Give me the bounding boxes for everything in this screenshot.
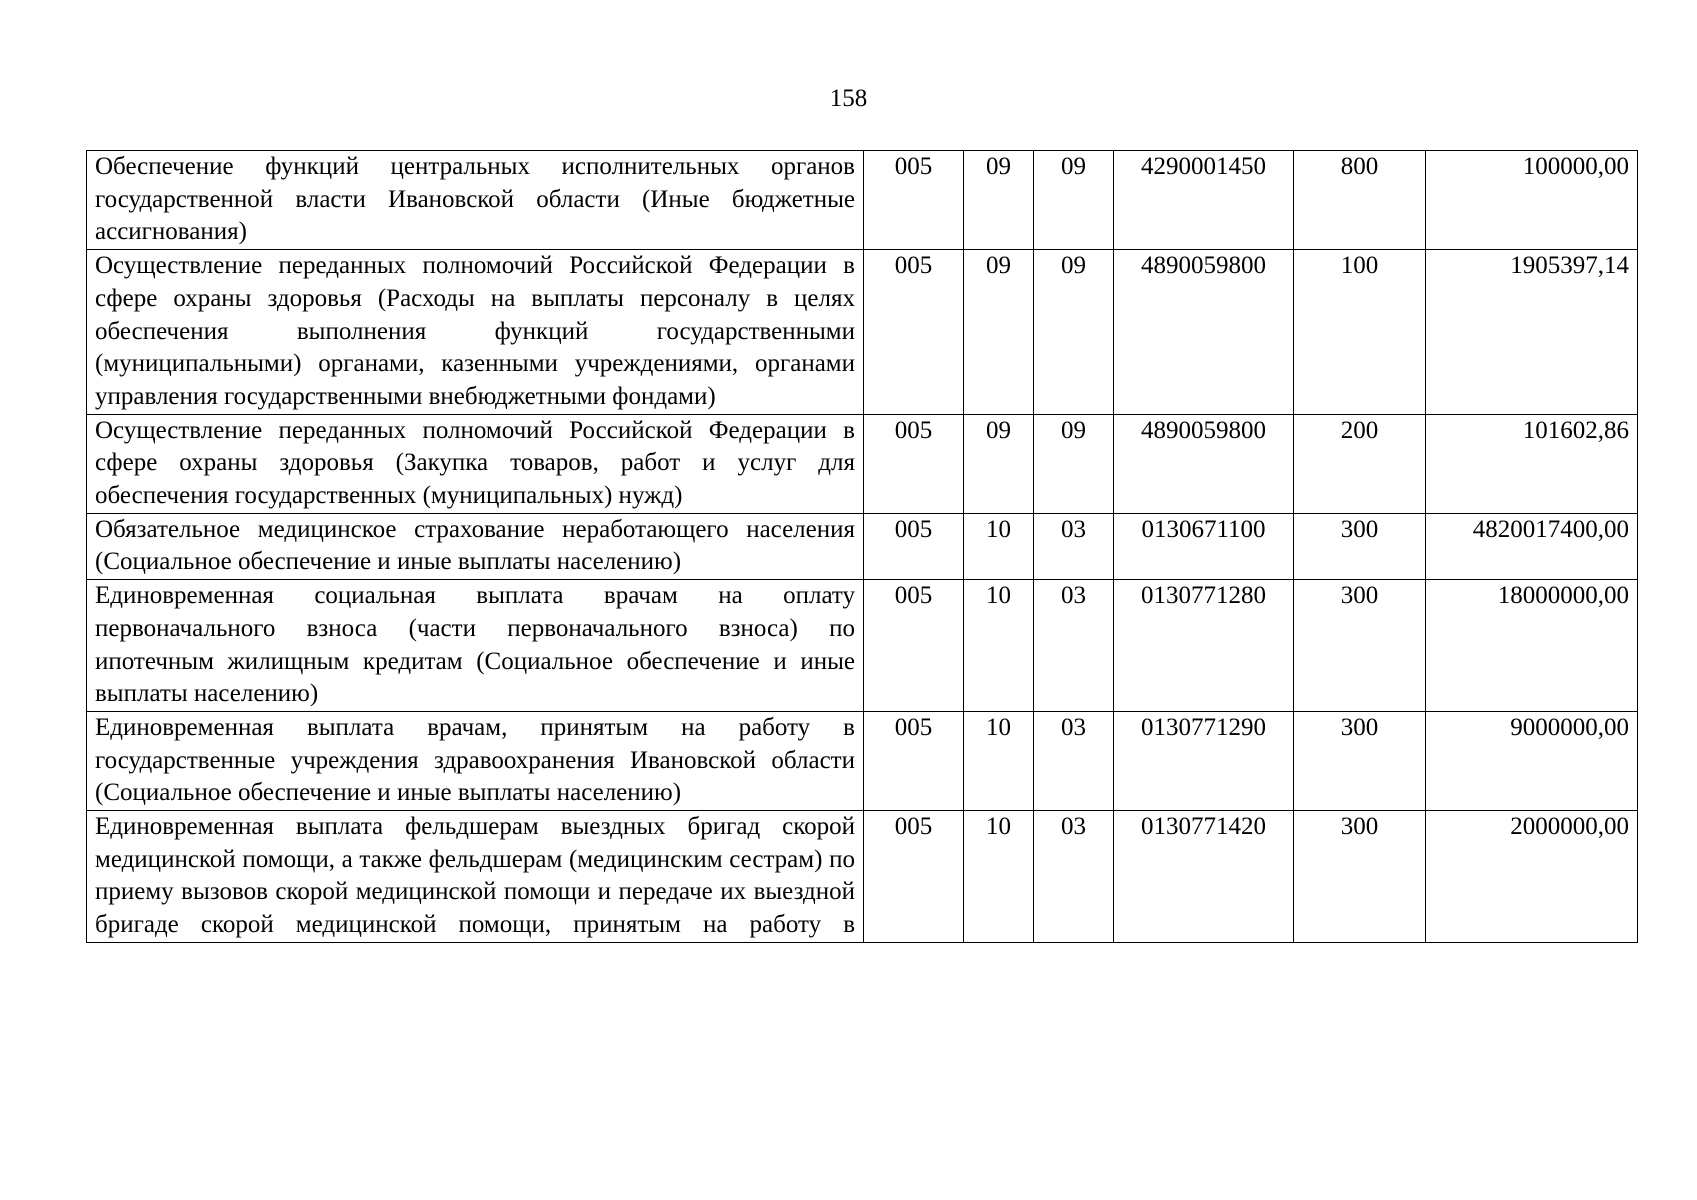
amount-value: 100000,00 xyxy=(1426,151,1638,250)
ministry-code: 005 xyxy=(864,580,964,712)
section-code: 10 xyxy=(964,513,1034,579)
expense-type-code: 300 xyxy=(1294,711,1426,810)
row-description: Единовременная социальная выплата врачам на оплату первоначального взноса (части первоначального взноса) по ипотечным жилищным кредитам (Социальное обеспечение и иные выплаты населению) xyxy=(87,580,864,712)
target-article-code: 0130771420 xyxy=(1114,811,1294,943)
target-article-code: 4890059800 xyxy=(1114,250,1294,415)
table-row xyxy=(87,513,1638,579)
table-row xyxy=(87,151,1638,250)
budget-table xyxy=(86,150,1638,943)
ministry-code: 005 xyxy=(864,414,964,513)
table-row xyxy=(87,414,1638,513)
ministry-code: 005 xyxy=(864,250,964,415)
subsection-code: 09 xyxy=(1034,250,1114,415)
section-code: 10 xyxy=(964,711,1034,810)
expense-type-code: 200 xyxy=(1294,414,1426,513)
expense-type-code: 800 xyxy=(1294,151,1426,250)
subsection-code: 09 xyxy=(1034,414,1114,513)
row-description: Обеспечение функций центральных исполнительных органов государственной власти Ивановской области (Иные бюджетные ассигнования) xyxy=(87,151,864,250)
ministry-code: 005 xyxy=(864,513,964,579)
ministry-code: 005 xyxy=(864,811,964,943)
amount-value: 9000000,00 xyxy=(1426,711,1638,810)
section-code: 09 xyxy=(964,151,1034,250)
section-code: 10 xyxy=(964,811,1034,943)
amount-value: 18000000,00 xyxy=(1426,580,1638,712)
table-row xyxy=(87,711,1638,810)
section-code: 09 xyxy=(964,250,1034,415)
ministry-code: 005 xyxy=(864,711,964,810)
target-article-code: 4890059800 xyxy=(1114,414,1294,513)
subsection-code: 09 xyxy=(1034,151,1114,250)
target-article-code: 0130771280 xyxy=(1114,580,1294,712)
table-row xyxy=(87,811,1638,943)
section-code: 09 xyxy=(964,414,1034,513)
page-number: 158 xyxy=(829,85,868,112)
amount-value: 4820017400,00 xyxy=(1426,513,1638,579)
target-article-code: 4290001450 xyxy=(1114,151,1294,250)
subsection-code: 03 xyxy=(1034,513,1114,579)
row-description: Осуществление переданных полномочий Российской Федерации в сфере охраны здоровья (Закупка товаров, работ и услуг для обеспечения государственных (муниципальных) нужд) xyxy=(87,414,864,513)
target-article-code: 0130771290 xyxy=(1114,711,1294,810)
row-description: Единовременная выплата фельдшерам выездных бригад скорой медицинской помощи, а также фельдшерам (медицинским сестрам) по приему вызовов скорой медицинской помощи и передаче их выездной бригаде скорой медицинской помощи, принятым на работу в xyxy=(87,811,864,943)
target-article-code: 0130671100 xyxy=(1114,513,1294,579)
expense-type-code: 300 xyxy=(1294,811,1426,943)
expense-type-code: 100 xyxy=(1294,250,1426,415)
subsection-code: 03 xyxy=(1034,711,1114,810)
table-row xyxy=(87,580,1638,712)
table-row xyxy=(87,250,1638,415)
amount-value: 1905397,14 xyxy=(1426,250,1638,415)
row-description: Единовременная выплата врачам, принятым на работу в государственные учреждения здравоохранения Ивановской области (Социальное обеспечение и иные выплаты населению) xyxy=(87,711,864,810)
section-code: 10 xyxy=(964,580,1034,712)
expense-type-code: 300 xyxy=(1294,580,1426,712)
subsection-code: 03 xyxy=(1034,580,1114,712)
expense-type-code: 300 xyxy=(1294,513,1426,579)
ministry-code: 005 xyxy=(864,151,964,250)
row-description: Осуществление переданных полномочий Российской Федерации в сфере охраны здоровья (Расходы на выплаты персоналу в целях обеспечения выполнения функций государственными (муниципальными) органами, казенными учреждениями, органами управления государственными внебюджетными фондами) xyxy=(87,250,864,415)
row-description: Обязательное медицинское страхование неработающего населения (Социальное обеспечение и иные выплаты населению) xyxy=(87,513,864,579)
amount-value: 101602,86 xyxy=(1426,414,1638,513)
subsection-code: 03 xyxy=(1034,811,1114,943)
amount-value: 2000000,00 xyxy=(1426,811,1638,943)
